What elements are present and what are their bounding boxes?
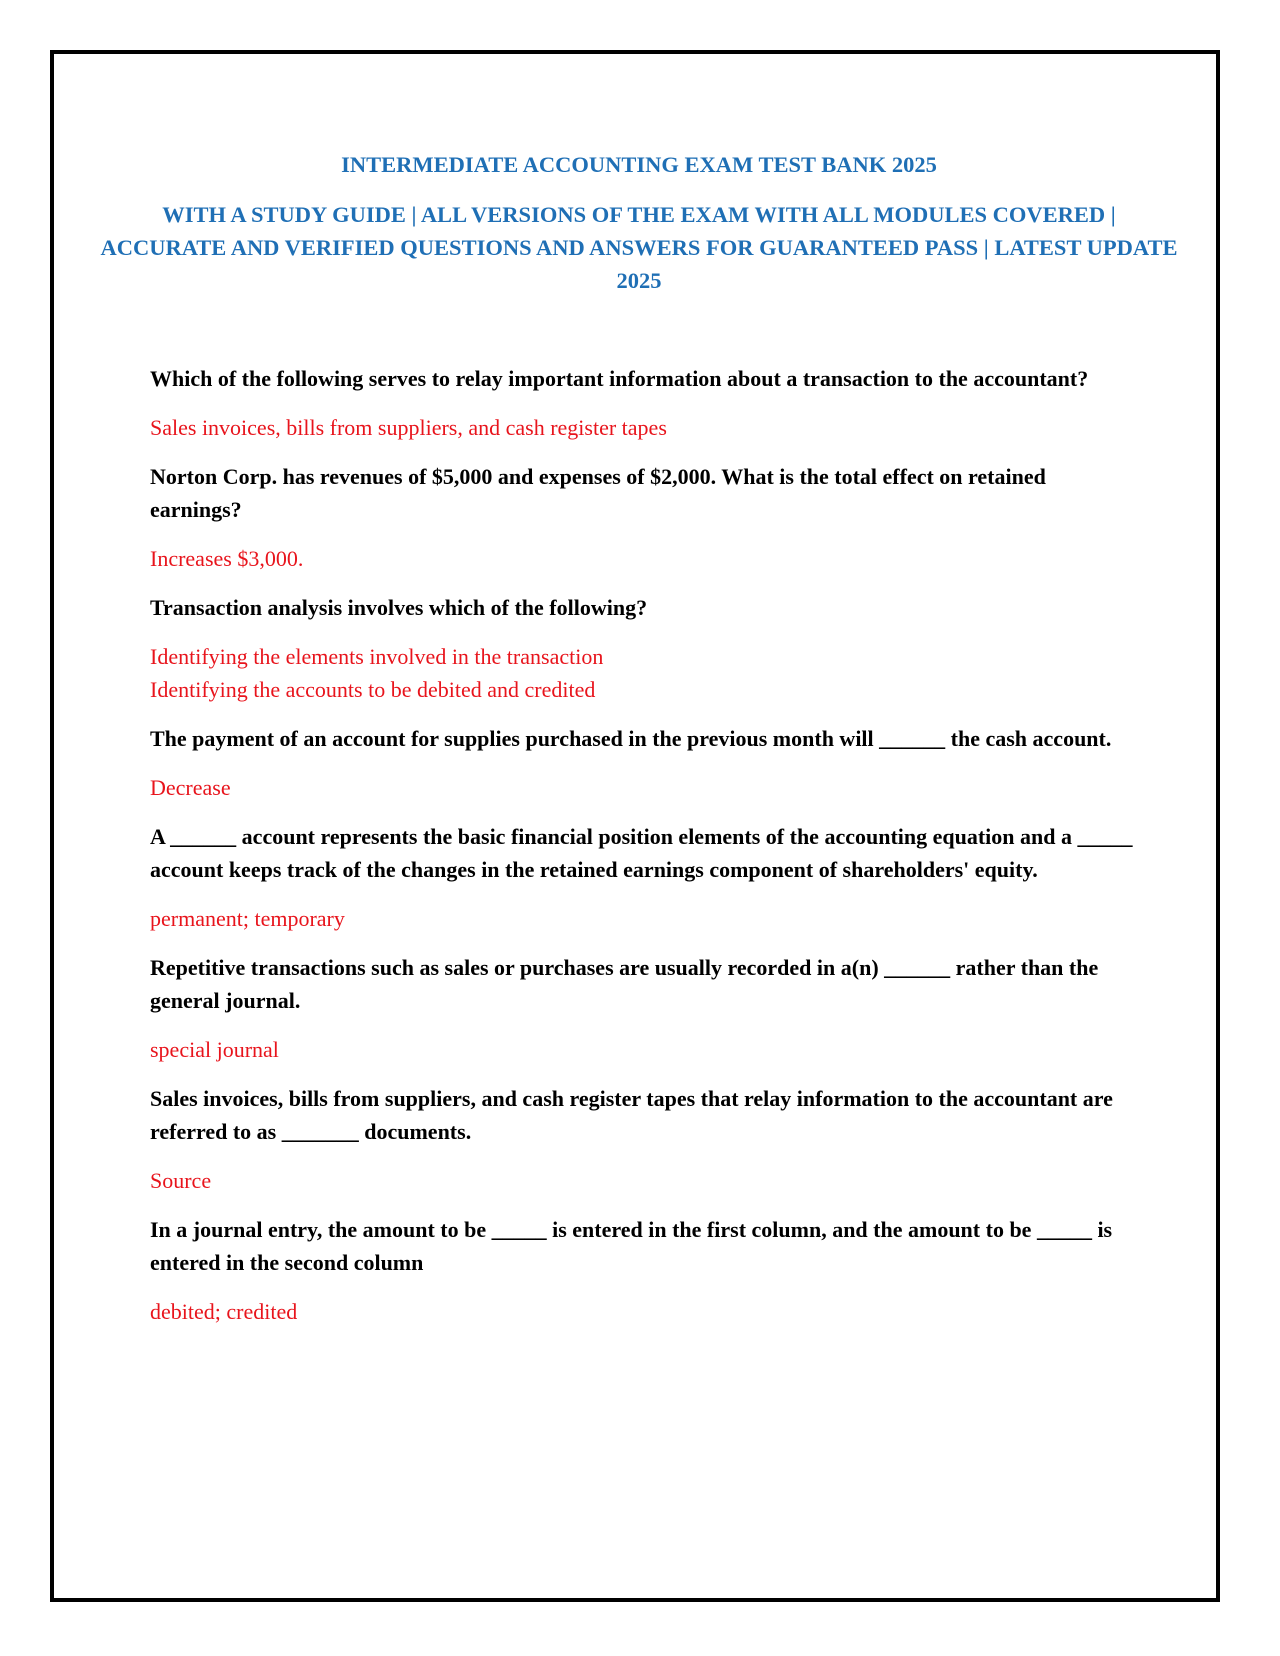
- answer-8: [150, 1295, 1140, 1328]
- answer-line: Identifying the elements involved in the transaction: [150, 644, 604, 669]
- answer-line: Decrease: [150, 775, 231, 800]
- answer-6: [150, 1033, 1140, 1066]
- question-7: Sales invoices, bills from suppliers, and cash register tapes that relay information to the accountant are referred to as _______ documents.: [150, 1086, 1113, 1144]
- answer-7: [150, 1164, 1140, 1197]
- answer-line: Increases $3,000.: [150, 546, 304, 571]
- answer-line: special journal: [150, 1037, 279, 1062]
- answer-5: [150, 902, 1140, 935]
- question-3: Transaction analysis involves which of the following?: [150, 595, 648, 620]
- question-6: Repetitive transactions such as sales or purchases are usually recorded in a(n) ______ rather than the general journal.: [150, 955, 1099, 1013]
- answer-line: debited; credited: [150, 1299, 298, 1324]
- qa-list: [150, 362, 1140, 1344]
- document-subtitle: WITH A STUDY GUIDE | ALL VERSIONS OF THE EXAM WITH ALL MODULES COVERED | ACCURATE AND VERIFIED QUESTIONS AND ANSWERS FOR GUARANTEED PASS | LATEST UPDATE 2025: [100, 202, 1178, 293]
- document-title: INTERMEDIATE ACCOUNTING EXAM TEST BANK 2025: [341, 152, 937, 177]
- answer-2: [150, 542, 1140, 575]
- question-1: Which of the following serves to relay important information about a transaction to the accountant?: [150, 366, 1089, 391]
- answer-line: Identifying the accounts to be debited and credited: [150, 677, 596, 702]
- question-8: In a journal entry, the amount to be _____ is entered in the first column, and the amount to be _____ is entered in the second column: [150, 1217, 1113, 1275]
- answer-3: [150, 640, 1140, 706]
- answer-line: Source: [150, 1168, 212, 1193]
- answer-1: [150, 411, 1140, 444]
- question-5: A ______ account represents the basic financial position elements of the accounting equation and a _____ account keeps track of the changes in the retained earnings component of shareholders' equity.: [150, 824, 1133, 882]
- answer-4: [150, 771, 1140, 804]
- answer-line: Sales invoices, bills from suppliers, and cash register tapes: [150, 415, 667, 440]
- question-2: Norton Corp. has revenues of $5,000 and expenses of $2,000. What is the total effect on retained earnings?: [150, 464, 1046, 522]
- answer-line: permanent; temporary: [150, 906, 345, 931]
- question-4: The payment of an account for supplies purchased in the previous month will ______ the cash account.: [150, 726, 1112, 751]
